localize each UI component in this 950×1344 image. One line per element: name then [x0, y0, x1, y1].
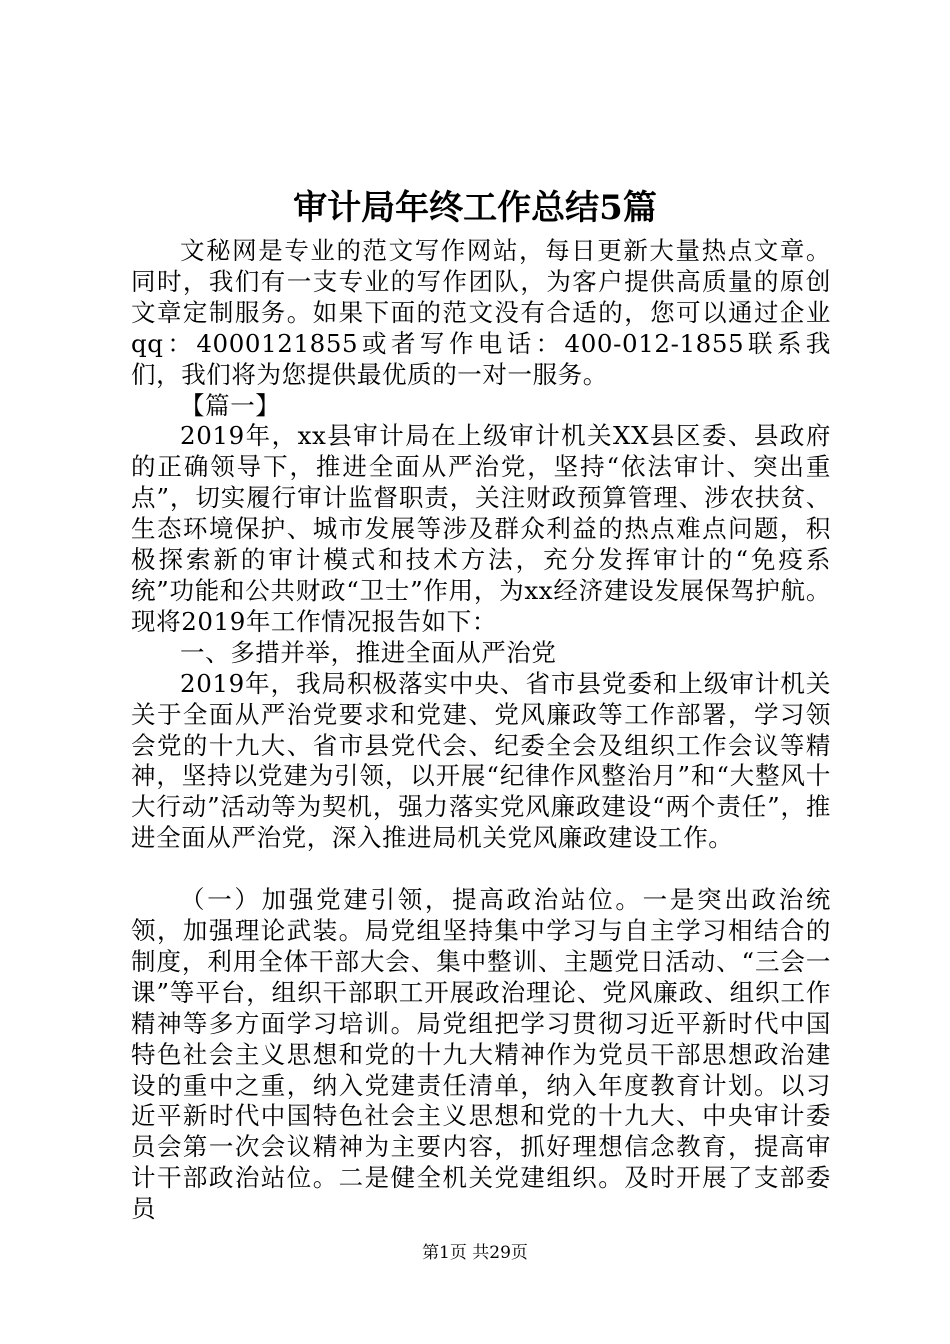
body-paragraph: 2019年，我局积极落实中央、省市县党委和上级审计机关关于全面从严治党要求和党建、党风廉政等工作部署，学习领会党的十九大、省市县党代会、纪委全会及组织工作会议等精神，坚持以党建为引领，以开展“纪律作风整治月”和“大整风十大行动”活动等为契机，强力落实党风廉政建设“两个责任”，推进全面从严治党，深入推进局机关党风廉政建设工作。: [131, 668, 831, 853]
intro-paragraph: 文秘网是专业的范文写作网站，每日更新大量热点文章。同时，我们有一支专业的写作团队，为客户提供高质量的原创文章定制服务。如果下面的范文没有合适的，您可以通过企业qq：4000121855或者写作电话：400-012-1855联系我们，我们将为您提供最优质的一对一服务。: [131, 236, 831, 389]
body-paragraph: 2019年，xx县审计局在上级审计机关XX县区委、县政府的正确领导下，推进全面从严治党，坚持“依法审计、突出重点”，切实履行审计监督职责，关注财政预算管理、涉农扶贫、生态环境保护、城市发展等涉及群众利益的热点难点问题，积极探索新的审计模式和技术方法，充分发挥审计的“免疫系统”功能和公共财政“卫士”作用，为xx经济建设发展保驾护航。现将2019年工作情况报告如下：: [131, 421, 831, 636]
section-heading: 一、多措并举，推进全面从严治党: [180, 637, 557, 667]
document-body: [131, 236, 831, 1225]
page-footer: 第1页 共29页: [422, 1243, 528, 1263]
document-title: 审计局年终工作总结5篇: [293, 188, 657, 228]
section-label: 【篇一】: [180, 390, 281, 420]
body-paragraph: （一）加强党建引领，提高政治站位。一是突出政治统领，加强理论武装。局党组坚持集中学习与自主学习相结合的制度，利用全体干部大会、集中整训、主题党日活动、“三会一课”等平台，组织干部职工开展政治理论、党风廉政、组织工作精神等多方面学习培训。局党组把学习贯彻习近平新时代中国特色社会主义思想和党的十九大精神作为党员干部思想政治建设的重中之重，纳入党建责任清单，纳入年度教育计划。以习近平新时代中国特色社会主义思想和党的十九大、中央审计委员会第一次会议精神为主要内容，抓好理想信念教育，提高审计干部政治站位。二是健全机关党建组织。及时开展了支部委员: [131, 885, 831, 1224]
